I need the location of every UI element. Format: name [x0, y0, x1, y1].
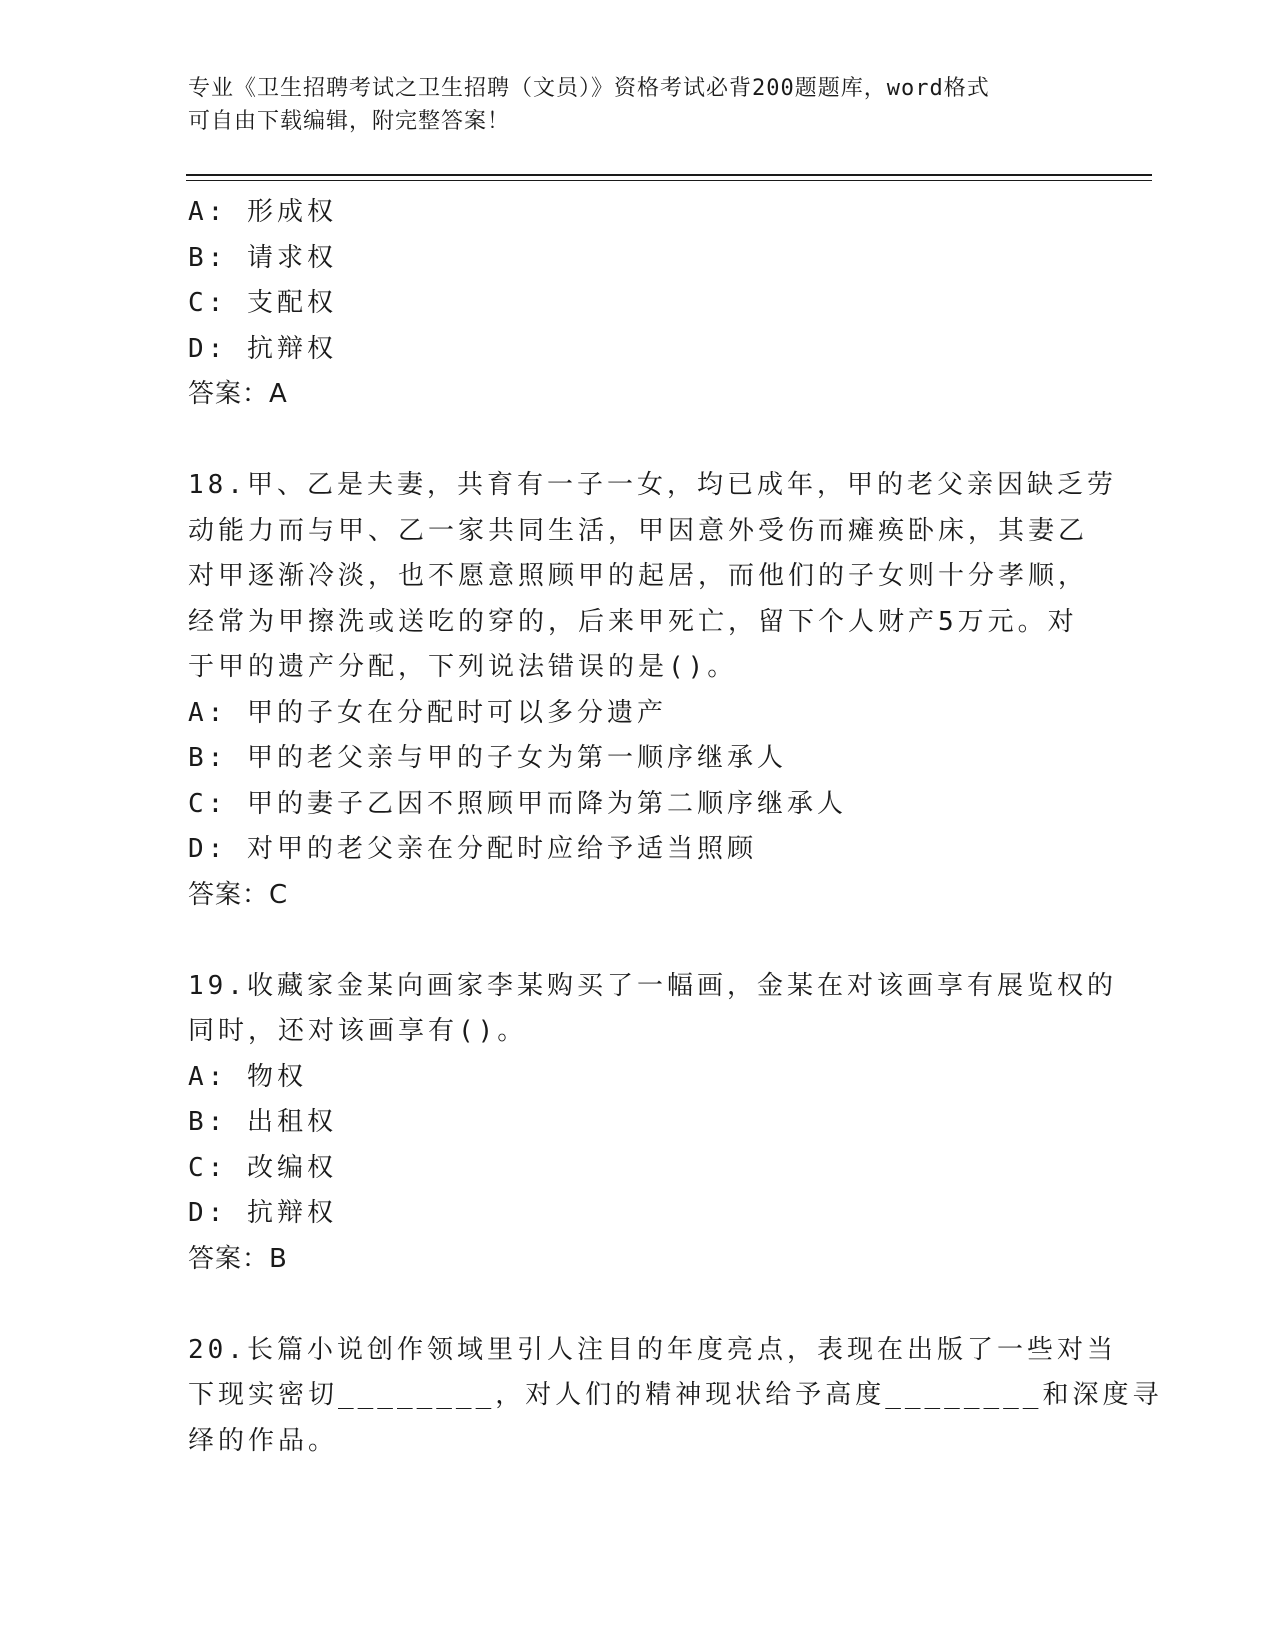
question-text-line: 20.长篇小说创作领域里引人注目的年度亮点，表现在出版了一些对当 [188, 1334, 1117, 1365]
option-b: B: 出租权 [188, 1107, 337, 1137]
option-d: D: 抗辩权 [188, 333, 337, 364]
document-header [188, 72, 1088, 138]
answer: 答案：A [188, 379, 288, 409]
spacer [188, 918, 1088, 964]
question-text-line: 18.甲、乙是夫妻，共育有一子一女，均已成年，甲的老父亲因缺乏劳 [188, 470, 1117, 500]
option-b: B: 甲的老父亲与甲的子女为第一顺序继承人 [188, 743, 787, 773]
option-b: B: 请求权 [188, 242, 337, 273]
question-18 [188, 463, 1117, 918]
question-20 [188, 1328, 1163, 1465]
header-line-1: 专业《卫生招聘考试之卫生招聘（文员）》资格考试必背200题题库，word格式 [188, 76, 990, 101]
answer: 答案：C [188, 879, 289, 910]
question-content [188, 190, 1163, 1464]
question-text-line: 经常为甲擦洗或送吃的穿的，后来甲死亡，留下个人财产5万元。对 [188, 606, 1078, 637]
question-19 [188, 964, 1117, 1283]
option-d: D: 抗辩权 [188, 1198, 337, 1228]
header-divider-thick [186, 174, 1152, 176]
option-a: A: 形成权 [188, 197, 337, 227]
question-17 [188, 190, 1088, 418]
question-text-line: 19.收藏家金某向画家李某购买了一幅画，金某在对该画享有展览权的 [188, 970, 1117, 1001]
question-text-line: 于甲的遗产分配，下列说法错误的是()。 [188, 652, 738, 682]
question-text-line: 动能力而与甲、乙一家共同生活，甲因意外受伤而瘫痪卧床，其妻乙 [188, 515, 1089, 546]
header-divider-thin [186, 180, 1152, 181]
option-c: C: 支配权 [188, 288, 337, 318]
question-text-line: 同时，还对该画享有()。 [188, 1016, 528, 1046]
option-c: C: 改编权 [188, 1152, 337, 1183]
answer: 答案：B [188, 1243, 288, 1274]
header-line-2: 可自由下载编辑，附完整答案！ [188, 109, 511, 134]
question-text-line: 对甲逐渐冷淡，也不愿意照顾甲的起居，而他们的子女则十分孝顺， [188, 561, 1089, 591]
question-text-line: 绎的作品。 [188, 1425, 339, 1456]
spacer [188, 418, 1088, 464]
option-a: A: 物权 [188, 1061, 307, 1092]
question-text-line: 下现实密切________，对人们的精神现状给予高度________和深度寻 [188, 1380, 1163, 1410]
option-d: D: 对甲的老父亲在分配时应给予适当照顾 [188, 834, 757, 864]
spacer [188, 1282, 1088, 1328]
option-a: A: 甲的子女在分配时可以多分遗产 [188, 697, 667, 728]
option-c: C: 甲的妻子乙因不照顾甲而降为第二顺序继承人 [188, 788, 847, 819]
